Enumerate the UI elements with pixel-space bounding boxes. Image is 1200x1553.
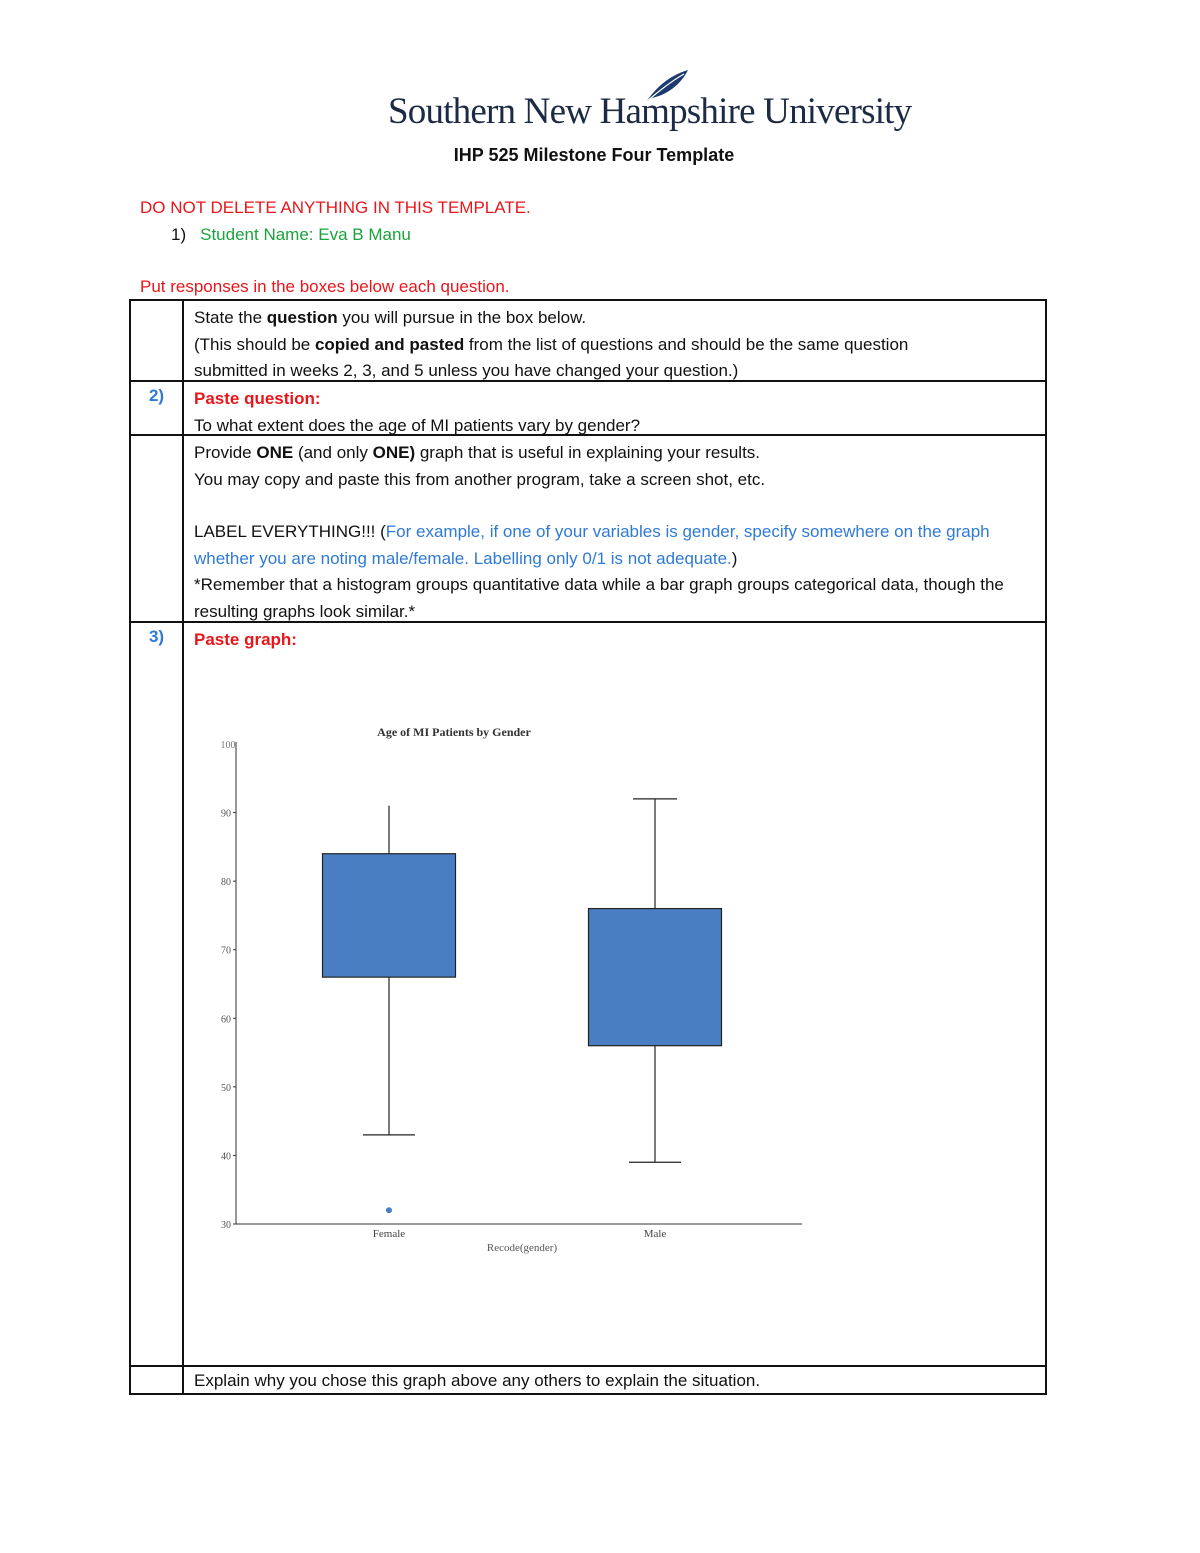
prompt-text: from the list of questions and should be the same question xyxy=(464,334,909,354)
table-row-paste-graph xyxy=(131,623,1045,1367)
prompt-text: (This should be xyxy=(194,334,315,354)
example-text: For example, if one of your variables is gender, specify somewhere on the graph whether you are noting male/female. Labelling only 0/1 is not adequate. xyxy=(194,522,990,568)
student-line xyxy=(171,225,411,245)
explain-prompt: Explain why you chose this graph above any others to explain the situation. xyxy=(194,1371,761,1390)
y-tick-label: 70 xyxy=(221,945,231,957)
box-female xyxy=(323,853,456,976)
question-answer: To what extent does the age of MI patients vary by gender? xyxy=(194,415,641,435)
chart-container xyxy=(194,654,1037,1354)
y-tick-label: 50 xyxy=(221,1082,231,1094)
prompt-text: ) xyxy=(731,548,738,568)
paste-graph-label: Paste graph: xyxy=(194,630,297,649)
prompt-bold: question xyxy=(266,308,338,327)
boxplot-chart xyxy=(194,654,894,1254)
x-axis-label: Recode(gender) xyxy=(486,1241,558,1254)
table-row-question-prompt xyxy=(131,301,1045,382)
prompt-text: LABEL EVERYTHING!!! ( xyxy=(194,522,386,541)
row-number-cell xyxy=(131,436,184,621)
prompt-text: (and only xyxy=(293,443,373,462)
page-title: IHP 525 Milestone Four Template xyxy=(453,145,735,165)
paste-graph-cell[interactable] xyxy=(184,623,1045,1365)
student-name: Student Name: Eva B Manu xyxy=(200,225,411,244)
x-tick-label: Female xyxy=(372,1227,406,1240)
graph-prompt-cell xyxy=(184,436,1045,621)
histogram-note: *Remember that a histogram groups quantitative data while a bar graph groups categorical data, though the resulting graphs look similar.* xyxy=(194,575,1004,621)
table-row-graph-prompt xyxy=(131,436,1045,623)
y-tick-label: 40 xyxy=(221,1150,231,1162)
prompt-bold: ONE xyxy=(256,443,294,462)
prompt-line-1 xyxy=(194,305,1037,332)
y-tick-label: 80 xyxy=(221,876,231,888)
prompt-line-2 xyxy=(194,332,1037,359)
prompt-text: Provide xyxy=(194,443,257,462)
row-number-cell xyxy=(131,301,184,380)
y-tick-label: 90 xyxy=(221,808,231,820)
graph-prompt-line-2: You may copy and paste this from another program, take a screen shot, etc. xyxy=(194,469,766,489)
row-number-cell xyxy=(131,1367,184,1393)
row-number: 2) xyxy=(131,382,184,434)
y-tick-label: 100 xyxy=(220,739,236,751)
prompt-bold: ONE) xyxy=(372,443,416,462)
prompt-text: State the xyxy=(194,308,267,327)
outlier-point xyxy=(386,1207,392,1213)
box-male xyxy=(589,908,722,1045)
question-prompt-cell xyxy=(184,301,1045,380)
prompt-text: you will pursue in the box below. xyxy=(337,308,587,327)
prompt-bold: copied and pasted xyxy=(314,334,465,354)
university-logo xyxy=(388,68,912,138)
template-table xyxy=(129,299,1047,1395)
warning-text: DO NOT DELETE ANYTHING IN THIS TEMPLATE. xyxy=(140,198,531,217)
paste-question-cell[interactable] xyxy=(184,382,1045,434)
explain-cell[interactable] xyxy=(184,1367,1045,1393)
chart-title: Age of MI Patients by Gender xyxy=(377,724,531,739)
graph-prompt-line-1 xyxy=(194,440,1037,467)
table-row-explain xyxy=(131,1367,1045,1393)
x-tick-label: Male xyxy=(643,1227,667,1240)
student-number: 1) xyxy=(171,225,187,244)
table-row-paste-question xyxy=(131,382,1045,436)
y-tick-label: 60 xyxy=(221,1013,231,1025)
y-tick-label: 30 xyxy=(221,1219,231,1231)
logo-text: Southern New Hampshire University xyxy=(388,91,912,132)
row-number: 3) xyxy=(131,623,184,1365)
label-everything-text xyxy=(194,519,1037,572)
instruction-text: Put responses in the boxes below each question. xyxy=(140,277,510,296)
paste-question-label: Paste question: xyxy=(194,389,321,408)
prompt-text: graph that is useful in explaining your results. xyxy=(415,443,761,462)
prompt-line-3: submitted in weeks 2, 3, and 5 unless you have changed your question.) xyxy=(194,361,739,380)
